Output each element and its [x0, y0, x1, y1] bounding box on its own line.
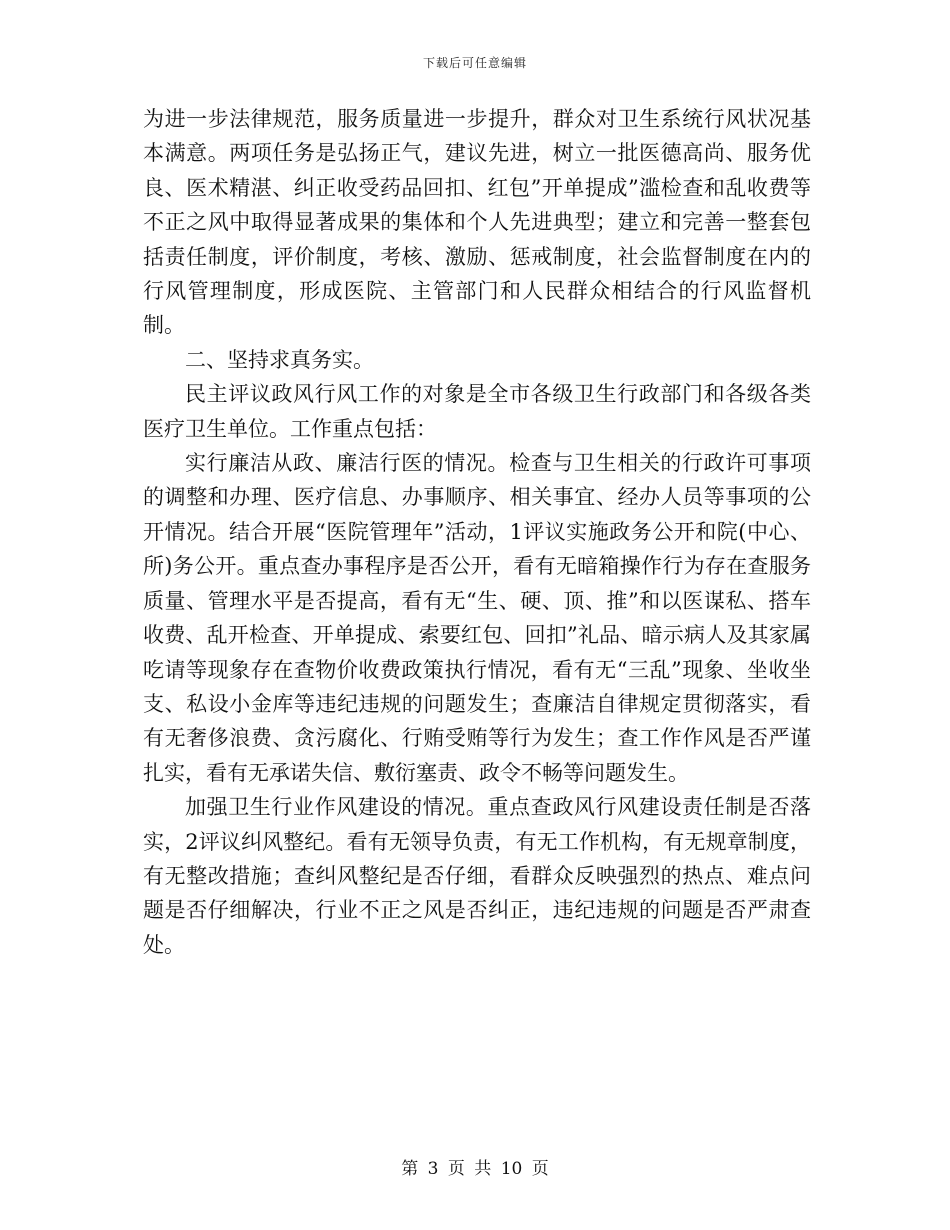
page-header: 下载后可任意编辑 [422, 56, 527, 70]
paragraph-4: 加强卫生行业作风建设的情况。重点查政风行风建设责任制是否落实，2评议纠风整纪。看有无领导负责，有无工作机构，有无规章制度，有无整改措施；查纠风整纪是否仔细，看群众反映强烈的热点、难点问题是否仔细解决，行业不正之风是否纠正，违纪违规的问题是否严肃查处。 [143, 795, 811, 957]
section-heading: 二、坚持求真务实。 [185, 347, 374, 372]
paragraph-3: 实行廉洁从政、廉洁行医的情况。检查与卫生相关的行政许可事项的调整和办理、医疗信息、办事顺序、相关事宜、经办人员等事项的公开情况。结合开展“医院管理年”活动，1评议实施政务公开和院(中心、所)务公开。重点查办事程序是否公开，看有无暗箱操作行为存在查服务质量、管理水平是否提高，看有无“生、硬、顶、推”和以医谋私、搭车收费、乱开检查、开单提成、索要红包、回扣”礼品、暗示病人及其家属吃请等现象存在查物价收费政策执行情况，看有无“三乱”现象、坐收坐支、私设小金库等违纪违规的问题发生；查廉洁自律规定贯彻落实，看有无奢侈浪费、贪污腐化、行贿受贿等行为发生；查工作作风是否严谨扎实，看有无承诺失信、敷衍塞责、政令不畅等问题发生。 [143, 451, 811, 785]
paragraph-1: 为进一步法律规范，服务质量进一步提升，群众对卫生系统行风状况基本满意。两项任务是弘扬正气，建议先进，树立一批医德高尚、服务优良、医术精湛、纠正收受药品回扣、红包”开单提成”滥检查和乱收费等不正之风中取得显著成果的集体和个人先进典型；建立和完善一整套包括责任制度，评价制度，考核、激励、惩戒制度，社会监督制度在内的行风管理制度，形成医院、主管部门和人民群众相结合的行风监督机制。 [143, 107, 811, 338]
paragraph-2: 民主评议政风行风工作的对象是全市各级卫生行政部门和各级各类医疗卫生单位。工作重点包括： [143, 382, 811, 441]
document-body [143, 102, 811, 962]
page-footer: 第 3 页 共 10 页 [401, 1159, 549, 1179]
